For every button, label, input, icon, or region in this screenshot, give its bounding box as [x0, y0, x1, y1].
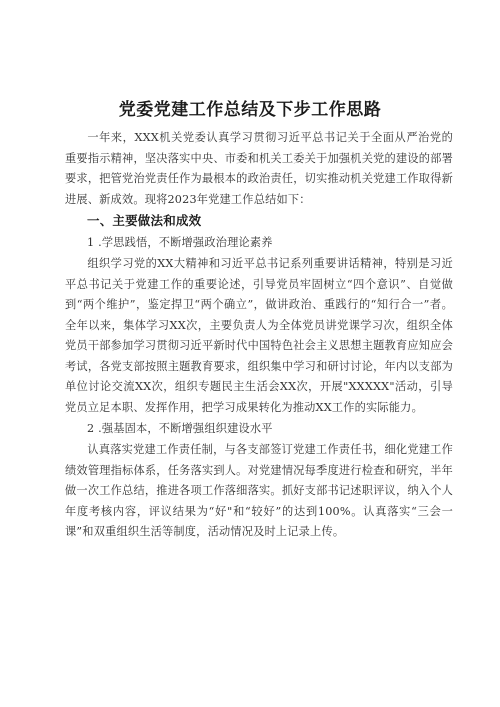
document-body [65, 128, 453, 543]
subsection-paragraph-1: 组织学习党的XX大精神和习近平总书记系列重要讲话精神，特别是习近平总书记关于党建工作的重要论述，引导党员牢固树立“四个意识”、自觉做到“两个维护”，鉴定捍卫“两个确立”，做讲政治、重践行的“知行合一”者。全年以来，集体学习XX次，主要负责人为全体党员讲党课学习次，组织全体党员干部参加学习贯彻习近平新时代中国特色社会主义思想主题教育应知应会考试，各党支部按照主题教育要求，组织集中学习和研讨讨论，年内以支部为单位讨论交流XX次，组织专题民主生活会XX次，开展"XXXXX"活动，引导党员立足本职、发挥作用，把学习成果转化为推动XX工作的实际能力。 [65, 257, 453, 414]
subsection-heading-1: 1 .学思践悟，不断增强政治理论素养 [87, 236, 273, 249]
intro-paragraph: 一年来，XXX机关党委认真学习贯彻习近平总书记关于全面从严治党的重要指示精神，坚决落实中央、市委和机关工委关于加强机关党的建设的部署要求，把管党治党责任作为最根本的政治责任，切实推动机关党建工作取得新进展、新成效。现将2023年党建工作总结如下： [65, 131, 453, 206]
document-title: 党委党建工作总结及下步工作思路 [118, 100, 382, 120]
section-heading: 一、主要做法和成效 [87, 213, 202, 228]
subsection-heading-2: 2 .强基固本，不断增强组织建设水平 [87, 422, 273, 435]
subsection-paragraph-2: 认真落实党建工作责任制，与各支部签订党建工作责任书，细化党建工作绩效管理指标体系，任务落实到人。对党建情况每季度进行检查和研究，半年做一次工作总结，推进各项工作落细落实。抓好支部书记述职评议，纳入个人年度考核内容，评议结果为“好"和“较好”的达到100%。认真落实“三会一课”和双重组织生活等制度，活动情况及时上记录上传。 [65, 443, 453, 538]
